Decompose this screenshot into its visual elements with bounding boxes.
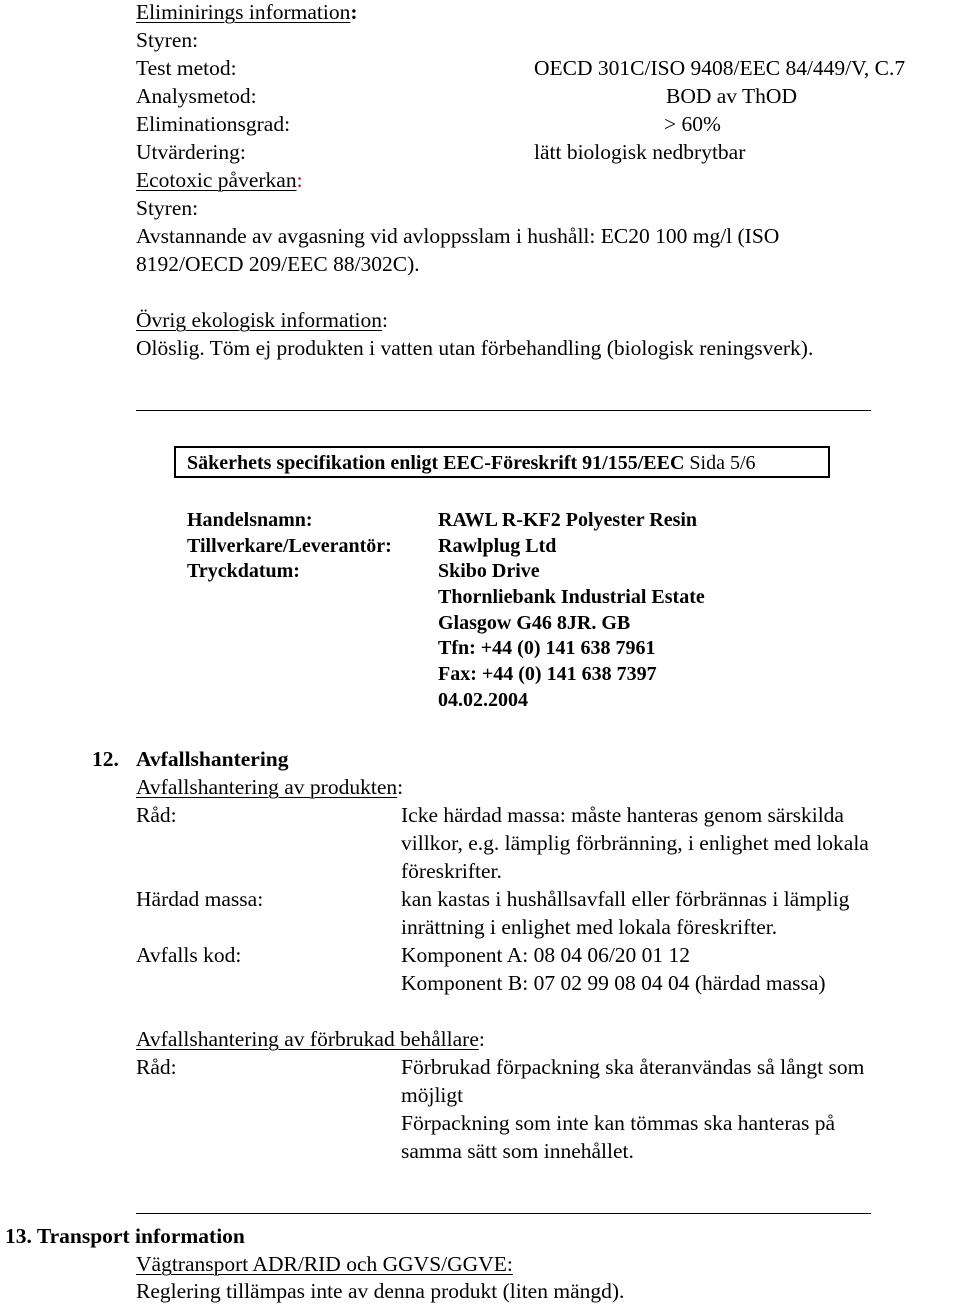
road-transport-heading: Vägtransport ADR/RID och GGVS/GGVE: [136,1252,513,1276]
evaluation-label: Utvärdering: [136,140,246,164]
manufacturer-label: Tillverkare/Leverantör: [187,535,392,557]
company-name: Rawlplug Ltd [438,535,557,557]
evaluation-value: lätt biologisk nedbrytbar [534,140,746,164]
waste-code-a: Komponent A: 08 04 06/20 01 12 [401,943,691,967]
print-date-value: 04.02.2004 [438,689,528,711]
test-method-label: Test metod: [136,56,237,80]
address-line3: Glasgow G46 8JR. GB [438,612,631,634]
fax: Fax: +44 (0) 141 638 7397 [438,663,657,685]
ecotoxic-text-line2: 8192/OECD 209/EEC 88/302C). [136,252,420,276]
container-line4: samma sätt som innehållet. [401,1139,634,1163]
waste-code-b: Komponent B: 07 02 99 08 04 04 (härdad massa) [401,971,826,995]
container-line2: möjligt [401,1083,464,1107]
trade-name-value: RAWL R-KF2 Polyester Resin [438,509,698,531]
trade-name-label: Handelsnamn: [187,509,313,531]
divider-line-2 [136,1213,871,1214]
container-advice-label: Råd: [136,1055,177,1079]
test-method-value: OECD 301C/ISO 9408/EEC 84/449/V, C.7 [534,56,906,80]
waste-code-label: Avfalls kod: [136,943,242,967]
advice-line3: föreskrifter. [401,859,502,883]
page-number: Sida 5/6 [689,452,756,474]
other-eco-text: Olöslig. Töm ej produkten i vatten utan förbehandling (biologisk reningsverk). [136,336,814,360]
print-date-label: Tryckdatum: [187,560,300,582]
section12-number: 12. [92,747,119,771]
divider-line [136,410,871,411]
section12-title: Avfallshantering [136,747,289,771]
ecotoxic-heading: Ecotoxic påverkan: [136,168,303,192]
elimination-degree-label: Eliminationsgrad: [136,112,291,136]
spec-title: Säkerhets specifikation enligt EEC-Föreskrift 91/155/EEC [187,452,685,474]
cured-line2: inrättning i enlighet med lokala föreskrifter. [401,915,778,939]
container-disposal-heading: Avfallshantering av förbrukad behållare: [136,1027,485,1051]
analysis-method-label: Analysmetod: [136,84,257,108]
section13-title: 13. Transport information [5,1224,245,1248]
advice-line2: villkor, e.g. lämplig förbränning, i enlighet med lokala [401,831,869,855]
page-header-box [174,446,830,478]
analysis-method-value: BOD av ThOD [666,84,797,108]
product-disposal-heading: Avfallshantering av produkten: [136,775,404,799]
advice-label: Råd: [136,803,177,827]
address-line2: Thornliebank Industrial Estate [438,586,705,608]
road-transport-text: Reglering tillämpas inte av denna produkt (liten mängd). [136,1279,625,1303]
elimination-heading: Eliminirings information: [136,0,358,24]
container-line3: Förpackning som inte kan tömmas ska hanteras på [401,1111,836,1135]
elimination-degree-value: > 60% [664,112,721,136]
other-eco-heading: Övrig ekologisk information: [136,308,389,332]
ecotoxic-text-line1: Avstannande av avgasning vid avloppsslam i hushåll: EC20 100 mg/l (ISO [136,224,780,248]
advice-line1: Icke härdad massa: måste hanteras genom särskilda [401,803,844,827]
container-line1: Förbrukad förpackning ska återanvändas så långt som [401,1055,865,1079]
phone: Tfn: +44 (0) 141 638 7961 [438,637,656,659]
address-line1: Skibo Drive [438,560,540,582]
cured-line1: kan kastas i hushållsavfall eller förbrännas i lämplig [401,887,850,911]
cured-label: Härdad massa: [136,887,264,911]
ecotoxic-substance: Styren: [136,196,199,220]
elimination-substance: Styren: [136,28,199,52]
